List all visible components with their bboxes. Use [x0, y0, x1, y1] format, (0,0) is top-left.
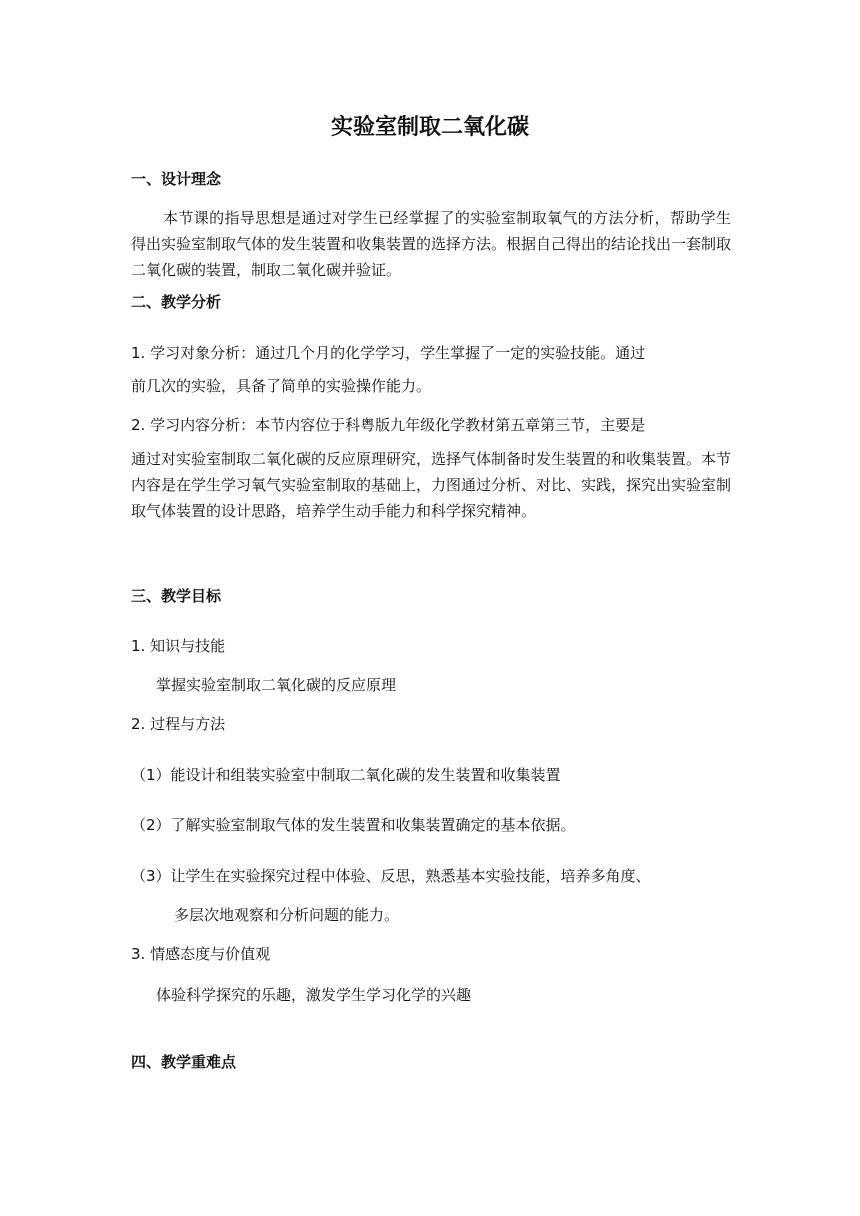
analysis-item1-line1: 1. 学习对象分析：通过几个月的化学学习，学生掌握了一定的实验技能。通过 — [131, 344, 646, 362]
goal2-point3-line2: 多层次地观察和分析问题的能力。 — [174, 906, 400, 924]
goal1-text: 掌握实验室制取二氧化碳的反应原理 — [156, 676, 397, 694]
goal2-heading: 2. 过程与方法 — [131, 715, 226, 733]
goal2-point3-line1: （3）让学生在实验探究过程中体验、反思，熟悉基本实验技能，培养多角度、 — [131, 867, 651, 885]
goal3-text: 体验科学探究的乐趣，激发学生学习化学的兴趣 — [156, 986, 472, 1004]
goal2-point2: （2）了解实验室制取气体的发生装置和收集装置确定的基本依据。 — [131, 816, 576, 834]
goal2-point1: （1）能设计和组装实验室中制取二氧化碳的发生装置和收集装置 — [131, 766, 561, 784]
section-heading-teaching-analysis: 二、教学分析 — [131, 293, 222, 311]
goal1-heading: 1. 知识与技能 — [131, 637, 226, 655]
analysis-item2-line1: 2. 学习内容分析：本节内容位于科粤版九年级化学教材第五章第三节，主要是 — [131, 416, 646, 434]
section-heading-key-difficulties: 四、教学重难点 — [131, 1053, 237, 1071]
analysis-item1-line2: 前几次的实验，具备了简单的实验操作能力。 — [131, 377, 432, 395]
page-title: 实验室制取二氧化碳 — [330, 115, 529, 140]
goal3-heading: 3. 情感态度与价值观 — [131, 945, 271, 963]
section-heading-teaching-goals: 三、教学目标 — [131, 587, 222, 605]
section-heading-design-concept: 一、设计理念 — [131, 170, 222, 188]
design-concept-paragraph: 本节课的指导思想是通过对学生已经掌握了的实验室制取氧气的方法分析，帮助学生得出实验室制取气体的发生装置和收集装置的选择方法。根据自己得出的结论找出一套制取二氧化碳的装置，制取二氧化碳并验证。 — [131, 209, 732, 279]
analysis-item2-paragraph: 通过对实验室制取二氧化碳的反应原理研究，选择气体制备时发生装置的和收集装置。本节内容是在学生学习氧气实验室制取的基础上，力图通过分析、对比、实践，探究出实验室制取气体装置的设计思路，培养学生动手能力和科学探究精神。 — [131, 450, 732, 520]
